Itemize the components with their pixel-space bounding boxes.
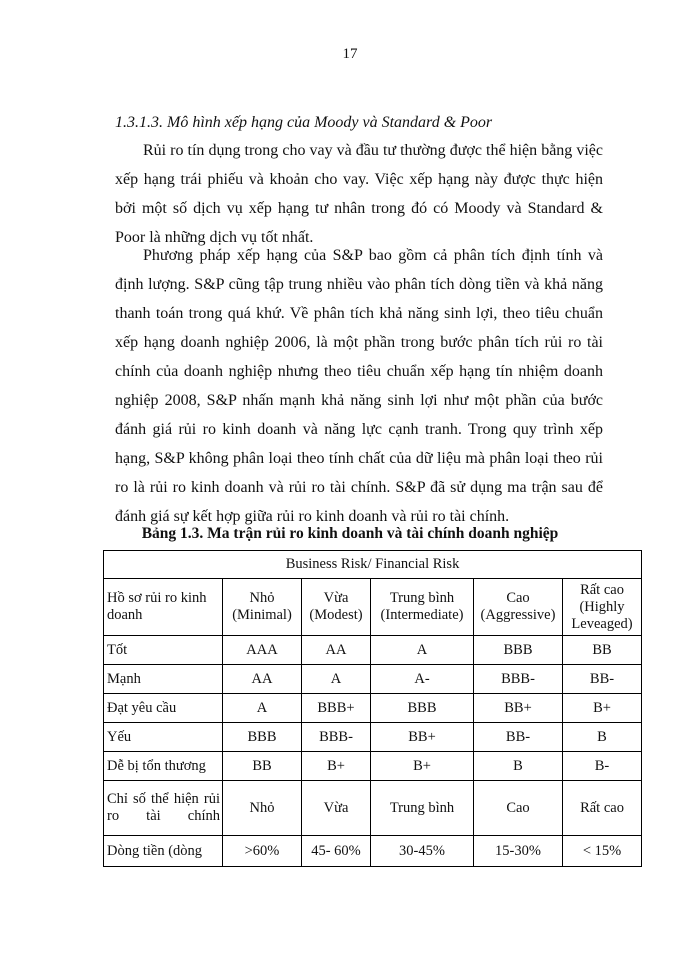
section-heading: 1.3.1.3. Mô hình xếp hạng của Moody và Standard & Poor bbox=[115, 114, 493, 131]
risk-matrix-table bbox=[103, 550, 642, 867]
table-cell: B+ bbox=[563, 694, 642, 723]
page-number: 17 bbox=[342, 46, 358, 62]
table-cell: 15-30% bbox=[474, 836, 563, 867]
table-cell: B bbox=[474, 752, 563, 781]
table-cell: Rất cao bbox=[563, 781, 642, 836]
table-cell: Trung bình bbox=[371, 781, 474, 836]
table-cell: BBB bbox=[371, 694, 474, 723]
table-row bbox=[104, 752, 642, 781]
table-cell: Vừa bbox=[302, 781, 371, 836]
table-cell: 45- 60% bbox=[302, 836, 371, 867]
table-cell: AAA bbox=[223, 636, 302, 665]
row-label: Dòng tiền (dòng bbox=[104, 836, 223, 867]
table-cell: B+ bbox=[302, 752, 371, 781]
table-cell: BBB- bbox=[302, 723, 371, 752]
table-cell: BB+ bbox=[371, 723, 474, 752]
table-cell: A bbox=[302, 665, 371, 694]
table-cell: A- bbox=[371, 665, 474, 694]
table-cell: Cao bbox=[474, 781, 563, 836]
corner-header: Hồ sơ rủi ro kinh doanh bbox=[104, 579, 223, 636]
table-cell: B+ bbox=[371, 752, 474, 781]
table-cell: 30-45% bbox=[371, 836, 474, 867]
table-cell: BB- bbox=[563, 665, 642, 694]
table-row bbox=[104, 665, 642, 694]
row-label: Dễ bị tổn thương bbox=[104, 752, 223, 781]
row-label: Mạnh bbox=[104, 665, 223, 694]
column-header: Trung bình (Intermediate) bbox=[371, 579, 474, 636]
table-cell: BBB+ bbox=[302, 694, 371, 723]
table-row bbox=[104, 636, 642, 665]
table-cell: A bbox=[223, 694, 302, 723]
table-cell: BB- bbox=[474, 723, 563, 752]
table-cell: BB bbox=[563, 636, 642, 665]
table-caption: Bảng 1.3. Ma trận rủi ro kinh doanh và tài chính doanh nghiệp bbox=[141, 525, 559, 542]
table-cell: < 15% bbox=[563, 836, 642, 867]
column-header: Rất cao (Highly Leveaged) bbox=[563, 579, 642, 636]
column-header: Cao (Aggressive) bbox=[474, 579, 563, 636]
table-row bbox=[104, 694, 642, 723]
table-row-cashflow bbox=[104, 836, 642, 867]
table-cell: B bbox=[563, 723, 642, 752]
paragraph-sp-method: Phương pháp xếp hạng của S&P bao gồm cả phân tích định tính và định lượng. S&P cũng tập trung nhiều vào phân tích dòng tiền và khả năng thanh toán trong quá khứ. Về phân tích khả năng sinh lợi, theo tiêu chuẩn xếp hạng doanh nghiệp 2006, là một phần trong bước phân tích rủi ro tài chính của doanh nghiệp nhưng theo tiêu chuẩn xếp hạng tín nhiệm doanh nghiệp 2008, S&P nhấn mạnh khả năng sinh lợi như một phần của bước đánh giá rủi ro kinh doanh và năng lực cạnh tranh. Trong quy trình xếp hạng, S&P không phân loại theo tính chất của dữ liệu mà phân loại theo rủi ro là rủi ro kinh doanh và rủi ro tài chính. S&P đã sử dụng ma trận sau để đánh giá sự kết hợp giữa rủi ro kinh doanh và rủi ro tài chính. bbox=[115, 247, 603, 525]
row-label: Yếu bbox=[104, 723, 223, 752]
table-cell: A bbox=[371, 636, 474, 665]
table-row-indicator bbox=[104, 781, 642, 836]
table-cell: B- bbox=[563, 752, 642, 781]
table-cell: BBB bbox=[474, 636, 563, 665]
row-label: Tốt bbox=[104, 636, 223, 665]
table-cell: BB+ bbox=[474, 694, 563, 723]
row-label: Đạt yêu cầu bbox=[104, 694, 223, 723]
table-header-row bbox=[104, 579, 642, 636]
column-header: Nhỏ (Minimal) bbox=[223, 579, 302, 636]
table-cell: BBB- bbox=[474, 665, 563, 694]
table-cell: BB bbox=[223, 752, 302, 781]
table-cell: AA bbox=[302, 636, 371, 665]
table-cell: AA bbox=[223, 665, 302, 694]
span-header: Business Risk/ Financial Risk bbox=[104, 551, 642, 579]
table-cell: >60% bbox=[223, 836, 302, 867]
column-header: Vừa (Modest) bbox=[302, 579, 371, 636]
table-span-header-row bbox=[104, 551, 642, 579]
table-row bbox=[104, 723, 642, 752]
paragraph-credit-risk: Rủi ro tín dụng trong cho vay và đầu tư thường được thể hiện bằng việc xếp hạng trái phiếu và khoản cho vay. Việc xếp hạng này được thực hiện bởi một số dịch vụ xếp hạng tư nhân trong đó có Moody và Standard & Poor là những dịch vụ tốt nhất. bbox=[115, 142, 603, 246]
table-cell: Nhỏ bbox=[223, 781, 302, 836]
table-cell: BBB bbox=[223, 723, 302, 752]
row-label: Chỉ số thể hiện rủi ro tài chính bbox=[104, 781, 223, 836]
